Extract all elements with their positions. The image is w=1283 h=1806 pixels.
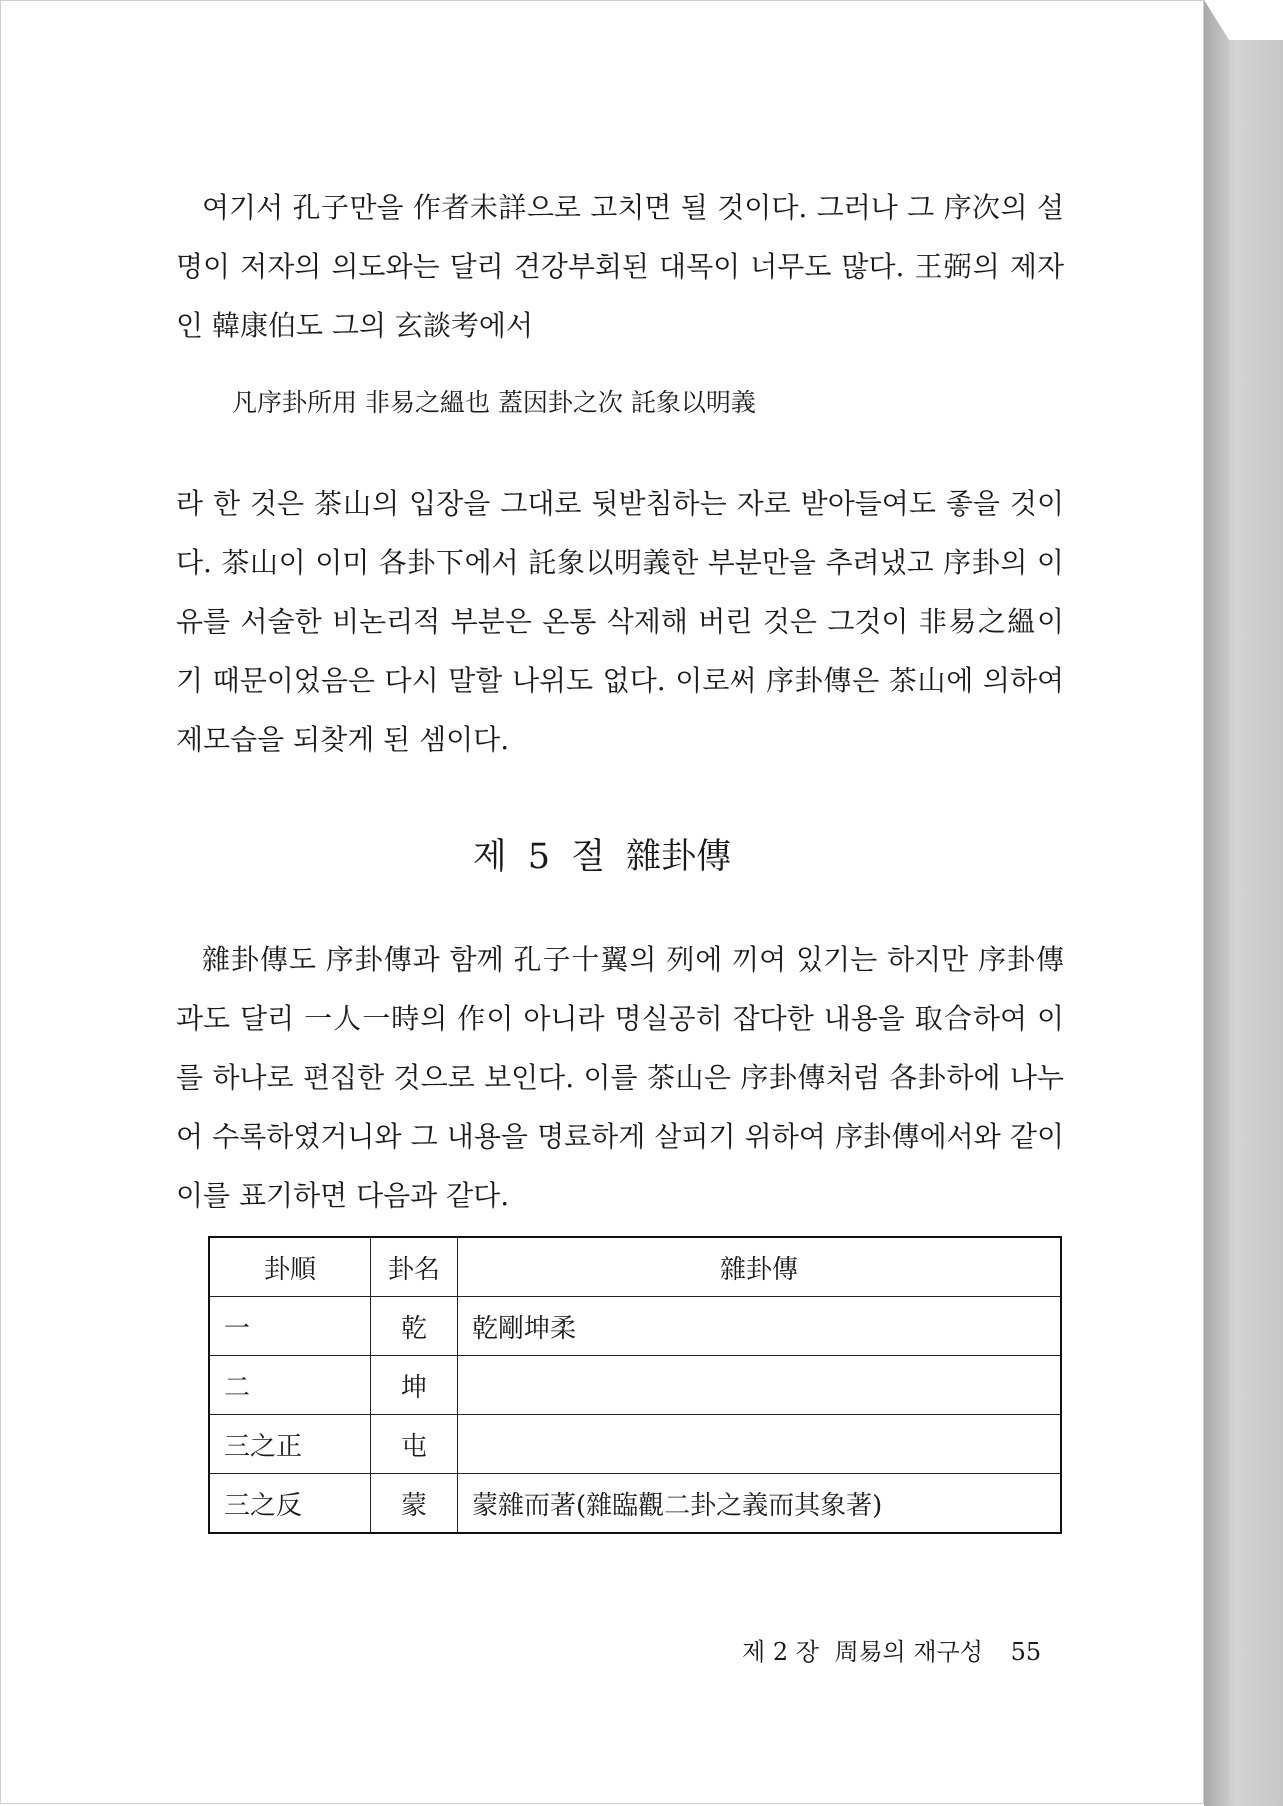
cell-text: 蒙雜而著(雜臨觀二卦之義而其象著) (458, 1474, 1062, 1534)
cell-name: 屯 (371, 1415, 458, 1474)
cell-text: 乾剛坤柔 (458, 1297, 1062, 1356)
footer-chapter: 제 2 장 (742, 1638, 819, 1666)
hexagram-table (208, 1236, 1062, 1534)
table-row (209, 1474, 1061, 1534)
cell-order: 三之正 (209, 1415, 371, 1474)
table-row (209, 1356, 1061, 1415)
cell-text (458, 1356, 1062, 1415)
cell-name: 乾 (371, 1297, 458, 1356)
table-header-row (209, 1237, 1061, 1297)
page-footer (742, 1634, 1049, 1670)
header-text: 雜卦傳 (458, 1237, 1062, 1297)
section-title: 제 5 절 雜卦傳 (472, 837, 732, 877)
cell-text (458, 1415, 1062, 1474)
paragraph-2: 라 한 것은 茶山의 입장을 그대로 뒷받침하는 자로 받아들여도 좋을 것이다. 茶山이 이미 各卦下에서 託象以明義한 부분만을 추려냈고 序卦의 이유를 서술한 비논리적 부분은 온통 삭제해 버린 것은 그것이 非易之縕이기 때문이었음은 다시 말할 나위도 없다. 이로써 序卦傳은 茶山에 의하여 제모습을 되찾게 된 셈이다. (176, 487, 1064, 756)
table-row (209, 1297, 1061, 1356)
footer-chapter-title: 周易의 재구성 (834, 1638, 983, 1666)
header-order: 卦順 (209, 1237, 371, 1297)
cell-order: 一 (209, 1297, 371, 1356)
paragraph-1: 여기서 孔子만을 作者未詳으로 고치면 될 것이다. 그러나 그 序次의 설명이 저자의 의도와는 달리 견강부회된 대목이 너무도 많다. 王弼의 제자인 韓康伯도 그의 玄談考에서 (176, 191, 1064, 342)
page-number: 55 (1010, 1638, 1042, 1666)
paragraph-3: 雜卦傳도 序卦傳과 함께 孔子十翼의 列에 끼여 있기는 하지만 序卦傳과도 달리 一人一時의 作이 아니라 명실공히 잡다한 내용을 取合하여 이를 하나로 편집한 것으로 보인다. 이를 茶山은 序卦傳처럼 各卦하에 나누어 수록하였거니와 그 내용을 명료하게 살피기 위하여 序卦傳에서와 같이 이를 표기하면 다음과 같다. (176, 943, 1064, 1212)
cell-order: 二 (209, 1356, 371, 1415)
cell-name: 蒙 (371, 1474, 458, 1534)
page-edge-inner (1204, 0, 1229, 1806)
table-row (209, 1415, 1061, 1474)
header-name: 卦名 (371, 1237, 458, 1297)
quotation: 凡序卦所用 非易之縕也 蓋因卦之次 託象以明義 (232, 388, 756, 417)
cell-name: 坤 (371, 1356, 458, 1415)
cell-order: 三之反 (209, 1474, 371, 1534)
